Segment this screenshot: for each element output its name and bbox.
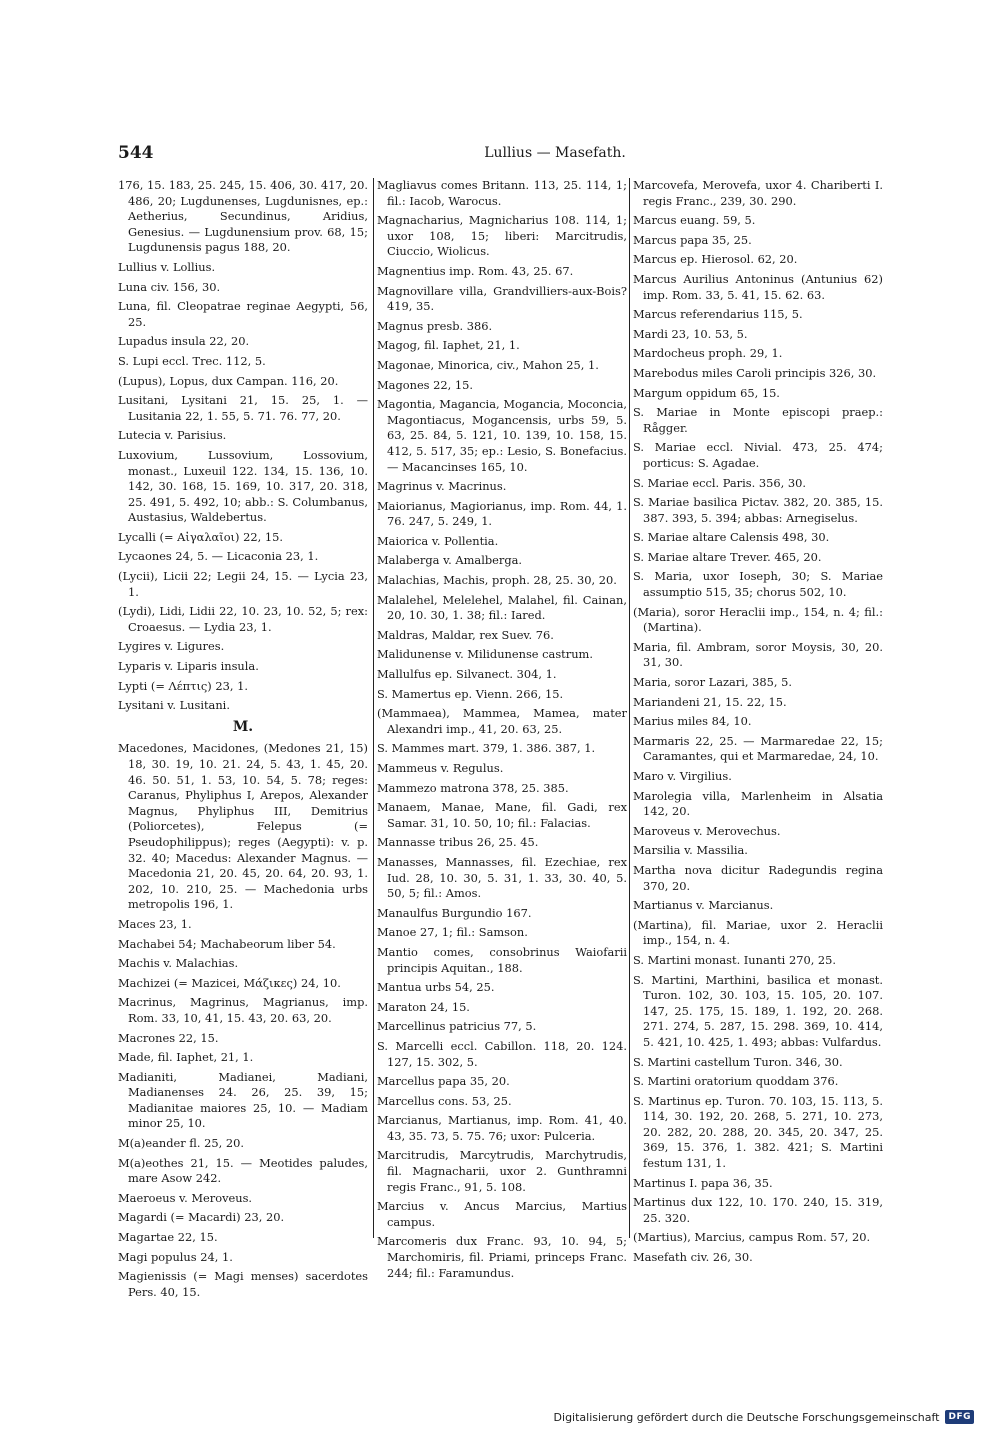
index-entry: Magnentius imp. Rom. 43, 25. 67. xyxy=(377,263,574,278)
index-entry: Magog, fil. Iaphet, 21, 1. xyxy=(377,338,520,353)
index-entry: Marsilia v. Massilia. xyxy=(633,843,748,858)
index-entry: Madianiti, Madianei, Madiani, Madianenses 24. 26, 25. 39, 15; Madianitae maiores 25, 10. — Madiam minor 25, 10. xyxy=(118,1069,368,1131)
index-entry: Mammeus v. Regulus. xyxy=(377,761,504,775)
index-entry: (Lycii), Licii 22; Legii 24, 15. — Lycia 23, 1. xyxy=(118,569,368,599)
index-entry: Magartae 22, 15. xyxy=(118,1230,218,1245)
index-entry: Magonae, Minorica, civ., Mahon 25, 1. xyxy=(377,357,599,372)
index-entry: Magrinus v. Macrinus. xyxy=(377,479,507,494)
index-entry: S. Maria, uxor Ioseph, 30; S. Mariae assumptio 515, 35; chorus 502, 10. xyxy=(633,569,883,600)
index-entry: Martha nova dicitur Radegundis regina 370, 20. xyxy=(633,862,883,893)
index-entry: Lycalli (= Αἰγαλαῖοι) 22, 15. xyxy=(118,529,283,544)
index-entry: Marolegia villa, Marlenheim in Alsatia 142, 20. xyxy=(633,788,883,819)
index-entry: Manoe 27, 1; fil.: Samson. xyxy=(377,925,528,940)
index-entry: (Mammaea), Mammea, Mamea, mater Alexandri imp., 41, 20. 63, 25. xyxy=(377,706,627,736)
index-entry: S. Lupi eccl. Trec. 112, 5. xyxy=(118,353,266,368)
index-entry: Marcellus papa 35, 20. xyxy=(377,1074,510,1089)
index-entry: M(a)eothes 21, 15. — Meotides paludes, mare Asow 242. xyxy=(118,1155,368,1186)
index-entry: S. Mariae basilica Pictav. 382, 20. 385, 15. 387. 393, 5. 394; abbas: Arnegiselus. xyxy=(633,495,883,525)
index-entry: S. Martini, Marthini, basilica et monast. Turon. 102, 30. 103, 15. 105, 20. 107. 147, 25. 175, 15. 189, 1. 192, 20. 268. 271. 274, 5. 287, 15. 298. 369, 10. 414, 5. 421, 10. 425, 1. 493; abbas: Vulfardus. xyxy=(633,972,883,1049)
index-entry: Marmaris 22, 25. — Marmaredae 22, 15; Caramantes, qui et Marmaredae, 24, 10. xyxy=(633,733,883,764)
column-rule xyxy=(373,178,374,1238)
index-entry: Marcus euang. 59, 5. xyxy=(633,213,756,228)
index-entry: Machizei (= Mazicei, Μάζικες) 24, 10. xyxy=(118,975,341,990)
index-entry: Magontia, Magancia, Mogancia, Moconcia, Magontiacus, Mogancensis, urbs 59, 5. 63, 25. 84, 5. 121, 10. 139, 10. 158, 15. 412, 5. 517, 35; ep.: Lesio, S. Bonefacius. — Macancinses 165, 10. xyxy=(377,397,627,474)
index-entry: S. Martini monast. Iunanti 270, 25. xyxy=(633,952,837,967)
index-entry: Maeroeus v. Meroveus. xyxy=(118,1190,253,1205)
index-entry: Marcus Aurilius Antoninus (Antunius 62) imp. Rom. 33, 5. 41, 15. 62. 63. xyxy=(633,271,883,302)
index-entry: M(a)eander fl. 25, 20. xyxy=(118,1136,244,1151)
index-entry: Maria, fil. Ambram, soror Moysis, 30, 20. 31, 30. xyxy=(633,639,883,670)
index-entry: Luxovium, Lussovium, Lossovium, monast., Luxeuil 122. 134, 15. 136, 10. 142, 30. 168, 15. 169, 10. 317, 20. 318, 25. 491, 5. 492, 10; abb.: S. Columbanus, Austasius, Waldebertus. xyxy=(118,447,368,525)
index-entry: Mardocheus proph. 29, 1. xyxy=(633,346,783,361)
index-entry: Magnus presb. 386. xyxy=(377,318,493,333)
index-entry: Lullius v. Lollius. xyxy=(118,259,216,274)
index-entry: Manasses, Mannasses, fil. Ezechiae, rex Iud. 28, 10. 30, 5. 31, 1. 33, 30. 40, 5. 50, 5; fil.: Amos. xyxy=(377,854,627,901)
index-entry: Marcomeris dux Franc. 93, 10. 94, 5; Marchomiris, fil. Priami, princeps Franc. 244; fil.: Faramundus. xyxy=(377,1234,627,1280)
index-entry: Malidunense v. Milidunense castrum. xyxy=(377,647,593,662)
index-entry: Marebodus miles Caroli principis 326, 30. xyxy=(633,365,877,380)
index-entry: Maldras, Maldar, rex Suev. 76. xyxy=(377,627,554,642)
index-entry: S. Mammes mart. 379, 1. 386. 387, 1. xyxy=(377,741,596,756)
index-entry: Magnacharius, Magnicharius 108. 114, 1; uxor 108, 15; liberi: Marcitrudis, Ciuccio, Wiolicus. xyxy=(377,213,627,259)
index-entry: S. Martinus ep. Turon. 70. 103, 15. 113, 5. 114, 30. 192, 20. 268, 5. 271, 10. 273, 20. 282, 20. 288, 20. 345, 20. 347, 25. 369, 15. 376, 1. 382. 421; S. Martini festum 131, 1. xyxy=(633,1093,883,1171)
dfg-logo-icon: DFG xyxy=(945,1410,974,1424)
index-entry: Marcitrudis, Marcytrudis, Marchytrudis, fil. Magnacharii, uxor 2. Gunthramni regis Franc., 91, 5. 108. xyxy=(377,1148,627,1194)
index-entry: Martinus dux 122, 10. 170. 240, 15. 319, 25. 320. xyxy=(633,1195,883,1225)
index-entry: Mantua urbs 54, 25. xyxy=(377,980,495,995)
column-rule xyxy=(629,178,630,1238)
index-entry: (Martina), fil. Mariae, uxor 2. Heraclii imp., 154, n. 4. xyxy=(633,917,883,948)
index-entry: Mariandeni 21, 15. 22, 15. xyxy=(633,694,787,709)
index-entry: Macrones 22, 15. xyxy=(118,1030,219,1045)
index-entry: Marius miles 84, 10. xyxy=(633,714,752,729)
index-entry: S. Martini castellum Turon. 346, 30. xyxy=(633,1054,843,1069)
index-entry: Manaulfus Burgundio 167. xyxy=(377,905,532,920)
index-entry: Luna, fil. Cleopatrae reginae Aegypti, 56, 25. xyxy=(118,299,368,329)
index-entry: S. Mariae altare Trever. 465, 20. xyxy=(633,549,822,564)
index-entry: Lupadus insula 22, 20. xyxy=(118,334,250,349)
index-entry: Mallulfus ep. Silvanect. 304, 1. xyxy=(377,667,557,682)
index-entry: Maro v. Virgilius. xyxy=(633,769,732,783)
index-entry: Marcianus, Martianus, imp. Rom. 41, 40. 43, 35. 73, 5. 75. 76; uxor: Pulceria. xyxy=(377,1113,627,1143)
index-column-1 xyxy=(118,178,368,1304)
index-entry: Marcovefa, Merovefa, uxor 4. Chariberti I. regis Franc., 239, 30. 290. xyxy=(633,178,883,208)
index-entry: S. Mariae altare Calensis 498, 30. xyxy=(633,530,830,545)
running-head xyxy=(0,145,1000,161)
index-entry: Maces 23, 1. xyxy=(118,916,192,931)
footer xyxy=(554,1410,974,1424)
index-entry: S. Mamertus ep. Vienn. 266, 15. xyxy=(377,686,564,701)
page-number: 544 xyxy=(118,143,154,163)
letter-heading: M. xyxy=(232,718,254,735)
index-entry: 176, 15. 183, 25. 245, 15. 406, 30. 417, 20. 486, 20; Lugdunenses, Lugdunisnes, ep.: Aetherius, Secundinus, Aridius, Genesius. — Lugdunensium prov. 68, 15; Lugdunensis pagus 188, 20. xyxy=(118,178,368,255)
index-entry: (Lupus), Lopus, dux Campan. 116, 20. xyxy=(118,373,339,388)
index-entry: Maroveus v. Merovechus. xyxy=(633,823,781,838)
index-entry: Lysitani v. Lusitani. xyxy=(118,698,230,713)
index-entry: Malalehel, Melelehel, Malahel, fil. Cainan, 20, 10. 30, 1. 38; fil.: Iared. xyxy=(377,592,627,623)
index-entry: Marcus ep. Hierosol. 62, 20. xyxy=(633,252,798,267)
index-entry: Macrinus, Magrinus, Magrianus, imp. Rom. 33, 10, 41, 15. 43, 20. 63, 20. xyxy=(118,995,368,1025)
index-column-3 xyxy=(633,178,883,1270)
index-entry: (Lydi), Lidi, Lidii 22, 10. 23, 10. 52, 5; rex: Croaesus. — Lydia 23, 1. xyxy=(118,604,368,634)
index-entry: Luna civ. 156, 30. xyxy=(118,279,221,294)
index-entry: S. Martini oratorium quoddam 376. xyxy=(633,1074,839,1089)
index-entry: Maiorica v. Pollentia. xyxy=(377,533,499,548)
index-entry: (Martius), Marcius, campus Rom. 57, 20. xyxy=(633,1230,871,1245)
index-column-2 xyxy=(377,178,627,1285)
index-entry: Margum oppidum 65, 15. xyxy=(633,385,780,400)
index-entry: Magliavus comes Britann. 113, 25. 114, 1; fil.: Iacob, Warocus. xyxy=(377,178,627,208)
index-entry: Malachias, Machis, proph. 28, 25. 30, 20. xyxy=(377,573,617,588)
index-entry: Lygires v. Ligures. xyxy=(118,639,225,654)
index-entry: (Maria), soror Heraclii imp., 154, n. 4; fil.: (Martina). xyxy=(633,604,883,635)
index-entry: Macedones, Macidones, (Medones 21, 15) 18, 30. 19, 10. 21. 24, 5. 43, 1. 45, 20. 46. 50. 51, 1. 53, 10. 54, 5. 78; reges: Caranus, Phyliphus I, Arepos, Alexander Magnus, Phyliphus III, Demitrius (Poliorcetes), Felepus (= Pseudophilippus); reges (Aegypti): v. p. 32. 40; Macedus: Alexander Magnus. — Macedonia 21, 20. 45, 20. 64, 20. 93, 1. 202, 10. 210, 25. — Machedonia urbs metropolis 196, 1. xyxy=(118,741,368,912)
index-entry: Marcus papa 35, 25. xyxy=(633,232,752,247)
footer-text: Digitalisierung gefördert durch die Deutsche Forschungsgemeinschaft xyxy=(553,1410,940,1424)
index-entry: S. Mariae eccl. Nivial. 473, 25. 474; porticus: S. Agadae. xyxy=(633,440,883,470)
index-entry: Magardi (= Macardi) 23, 20. xyxy=(118,1210,285,1225)
index-entry: Marcius v. Ancus Marcius, Martius campus. xyxy=(377,1199,627,1229)
index-entry: Magnovillare villa, Grandvilliers-aux-Bois? 419, 35. xyxy=(377,283,627,314)
index-entry: Martianus v. Marcianus. xyxy=(633,898,774,913)
index-entry: Marcellus cons. 53, 25. xyxy=(377,1093,512,1108)
index-entry: Mannasse tribus 26, 25. 45. xyxy=(377,835,539,850)
index-entry: Lusitani, Lysitani 21, 15. 25, 1. — Lusitania 22, 1. 55, 5. 71. 76. 77, 20. xyxy=(118,393,368,423)
index-entry: Lypti (= Λέπτις) 23, 1. xyxy=(118,678,248,693)
index-entry: Magi populus 24, 1. xyxy=(118,1249,233,1264)
running-head-text: Lullius — Masefath. xyxy=(484,145,626,161)
index-entry: Mantio comes, consobrinus Waiofarii principis Aquitan., 188. xyxy=(377,944,627,975)
index-entry: Magones 22, 15. xyxy=(377,377,473,392)
index-entry: Magienissis (= Magi menses) sacerdotes Pers. 40, 15. xyxy=(118,1269,368,1299)
index-entry: S. Mariae in Monte episcopi praep.: Rågger. xyxy=(633,405,883,435)
index-entry: Machis v. Malachias. xyxy=(118,956,239,971)
index-entry: Lycaones 24, 5. — Licaconia 23, 1. xyxy=(118,549,319,564)
index-entry: Martinus I. papa 36, 35. xyxy=(633,1175,773,1190)
index-entry: Marcus referendarius 115, 5. xyxy=(633,307,803,322)
index-entry: Marcellinus patricius 77, 5. xyxy=(377,1019,537,1034)
index-entry: Mammezo matrona 378, 25. 385. xyxy=(377,780,569,795)
index-entry: Malaberga v. Amalberga. xyxy=(377,553,523,568)
index-entry: Masefath civ. 26, 30. xyxy=(633,1250,753,1265)
index-entry: S. Marcelli eccl. Cabillon. 118, 20. 124. 127, 15. 302, 5. xyxy=(377,1038,627,1069)
index-entry: Manaem, Manae, Mane, fil. Gadi, rex Samar. 31, 10. 50, 10; fil.: Falacias. xyxy=(377,800,627,830)
index-entry: Made, fil. Iaphet, 21, 1. xyxy=(118,1050,254,1065)
index-entry: Lutecia v. Parisius. xyxy=(118,428,227,443)
index-entry: Maiorianus, Magiorianus, imp. Rom. 44, 1. 76. 247, 5. 249, 1. xyxy=(377,498,627,529)
index-entry: Lyparis v. Liparis insula. xyxy=(118,659,259,674)
index-entry: Machabei 54; Machabeorum liber 54. xyxy=(118,936,336,951)
index-entry: Mardi 23, 10. 53, 5. xyxy=(633,326,748,341)
index-entry: Maraton 24, 15. xyxy=(377,999,470,1014)
index-entry: Maria, soror Lazari, 385, 5. xyxy=(633,675,792,690)
index-entry: S. Mariae eccl. Paris. 356, 30. xyxy=(633,475,806,490)
